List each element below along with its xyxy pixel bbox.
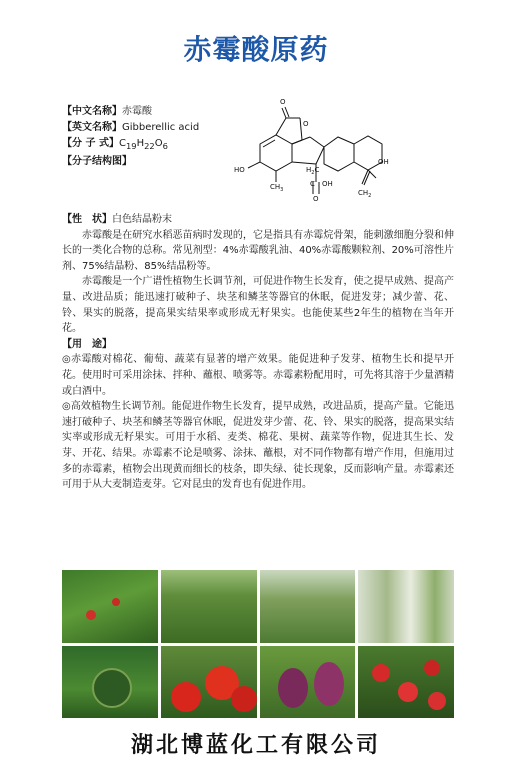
- photo-ginseng-plant: [62, 570, 158, 643]
- properties-heading: [62, 212, 454, 228]
- company-name: 湖北博蓝化工有限公司: [130, 732, 381, 758]
- structure-row: [62, 154, 199, 170]
- photo-watermelon: [62, 646, 158, 719]
- formula-value: $C_{19}H_{22}O_6$: [118, 138, 168, 151]
- atom-ho-left: HO: [234, 166, 245, 174]
- structure-svg: [230, 92, 400, 202]
- photo-tree-trunks: [358, 570, 454, 643]
- properties-value: 白色结晶粉末: [112, 214, 172, 225]
- properties-label: 【性 状】: [62, 214, 112, 225]
- atom-ch3: $CH_3$: [270, 183, 284, 193]
- atom-ch2: $CH_2$: [358, 189, 372, 199]
- en-name-value: Gibberellic acid: [122, 122, 200, 133]
- structure-label: 【分子结构图】: [62, 156, 132, 167]
- en-name-row: [62, 120, 199, 136]
- page-title: 赤霉酸原药: [183, 33, 329, 66]
- cn-name-value: 赤霉酸: [122, 106, 152, 117]
- product-meta: [62, 104, 199, 170]
- photo-tomatoes: [161, 646, 257, 719]
- properties-paragraph-1: 赤霉酸是在研究水稻恶苗病时发现的，它是指具有赤霉烷骨架，能刺激细胞分裂和伸长的一类化合物的总称。常见剂型：4%赤霉酸乳油、40%赤霉酸颗粒剂、20%可溶性片剂、75%结晶粉、85%结晶粉等。: [62, 229, 454, 272]
- usage-item-2: ◎高效植物生长调节剂。能促进作物生长发育，提早成熟，改进品质，提高产量。它能迅速打破种子、块茎和鳞茎等器官休眠，促进发芽少蕾、花、铃、果实的脱落，提高果实结实率或形成无籽果实。可用于水稻、麦类、棉花、果树、蔬菜等作物，促进其生长、发芽、开花、结果。赤霉素不论是喷雾、涂抹、蘸根，对不同作物都有增产作用，但施用过多的赤霉素，植物会出现黄而细长的枝条，即失绿、徒长现象，反而影响产量。赤霉素还可用于从大麦制造麦芽。它对昆虫的发育也有促进作用。: [62, 401, 454, 491]
- molecular-structure-diagram: [230, 92, 400, 202]
- usage-item-1: ◎赤霉酸对棉花、葡萄、蔬菜有显著的增产效果。能促进种子发芽、植物生长和提早开花。使用时可采用涂抹、拌种、蘸根、喷雾等。赤霉素粉配用时，可先将其溶于少量酒精或白酒中。: [62, 354, 454, 397]
- atom-cooh-o: O: [313, 195, 319, 202]
- usage-label: 【用 途】: [62, 338, 112, 350]
- cn-name-row: [62, 104, 199, 120]
- atom-h2c: $H_2C$: [306, 166, 320, 176]
- atom-cooh-oh: OH: [322, 180, 333, 188]
- atom-o-bridge: O: [303, 120, 309, 128]
- cn-name-label: 【中文名称】: [62, 106, 122, 117]
- photo-nursery-rows: [260, 570, 356, 643]
- crop-photo-grid: [62, 570, 454, 718]
- photo-grapes: [260, 646, 356, 719]
- properties-paragraph-2: 赤霉酸是一个广谱性植物生长调节剂，可促进作物生长发育，使之提早成熟、提高产量、改进品质；能迅速打破种子、块茎和鳞茎等器官的休眠，促进发芽；减少蕾、花、铃、果实的脱落，提高果实结果率或形成无籽果实。也能使某些2年生的植物在当年开花。: [62, 276, 454, 335]
- atom-oh-right: OH: [378, 158, 389, 166]
- photo-strawberries: [358, 646, 454, 719]
- formula-row: [62, 136, 199, 154]
- formula-label: 【分 子 式】: [62, 138, 119, 149]
- atom-cooh-c: C: [310, 180, 315, 188]
- photo-crop-field: [161, 570, 257, 643]
- description-content: [62, 212, 454, 493]
- atom-o-top: O: [280, 98, 286, 106]
- en-name-label: 【英文名称】: [62, 122, 122, 133]
